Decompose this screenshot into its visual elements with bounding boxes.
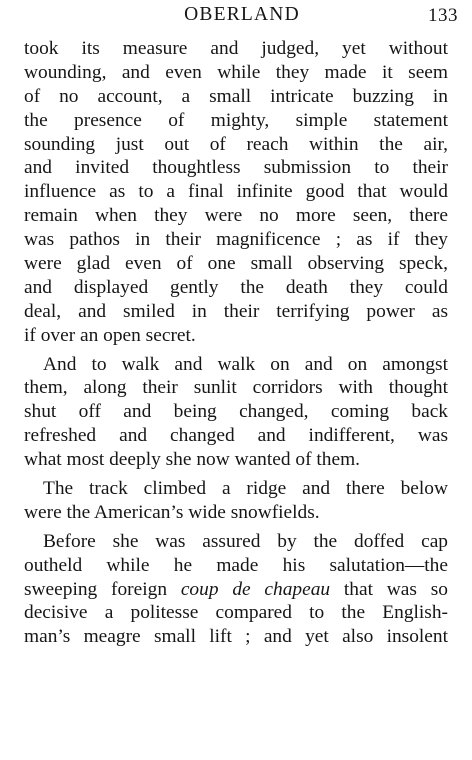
text-line: and displayed gently the death they could (24, 276, 448, 298)
text-line: took its measure and judged, yet without (24, 38, 448, 59)
text-line: sounding just out of reach within the air, (24, 133, 448, 155)
text-line: and invited thoughtless submission to their (24, 157, 448, 179)
text-line: shut off and being changed, coming back (24, 401, 448, 423)
text-line-with-italic (24, 578, 448, 602)
text-line: The track climbed a ridge and there below (43, 478, 448, 500)
text-run: that was so (330, 578, 448, 600)
page-header (24, 4, 460, 30)
text-line: wounding, and even while they made it seem (24, 61, 448, 83)
text-line: them, along their sunlit corridors with thought (24, 377, 448, 399)
text-line: influence as to a final infinite good that would (24, 181, 448, 203)
paragraph (24, 477, 448, 525)
text-line: what most deeply she now wanted of them. (24, 449, 361, 471)
italic-phrase: coup de chapeau (180, 578, 331, 600)
text-line: if over an open secret. (24, 324, 196, 346)
text-line: were glad even of one small observing speck, (24, 253, 448, 275)
text-run: sweeping foreign (24, 578, 181, 600)
body-text (24, 37, 448, 649)
paragraph (24, 353, 448, 472)
text-line: of no account, a small intricate buzzing in (24, 85, 448, 107)
text-line: Before she was assured by the doffed cap (43, 530, 448, 552)
paragraph (24, 37, 448, 348)
text-line: was pathos in their magnificence ; as if they (24, 229, 448, 251)
text-line: deal, and smiled in their terrifying power as (24, 300, 448, 322)
paragraph (24, 530, 448, 649)
text-line: decisive a politesse compared to the English- (24, 602, 448, 624)
text-line: refreshed and changed and indifferent, was (24, 425, 448, 447)
text-line: man’s meagre small lift ; and yet also insolent (24, 626, 448, 648)
running-head: OBERLAND (184, 4, 300, 25)
text-line: outheld while he made his salutation—the (24, 554, 448, 576)
text-line: And to walk and walk on and on amongst (43, 353, 448, 375)
text-line: were the American’s wide snowfields. (24, 501, 320, 523)
text-line: remain when they were no more seen, there (24, 205, 448, 227)
page-number: 133 (428, 5, 458, 26)
text-line: the presence of mighty, simple statement (24, 109, 448, 131)
